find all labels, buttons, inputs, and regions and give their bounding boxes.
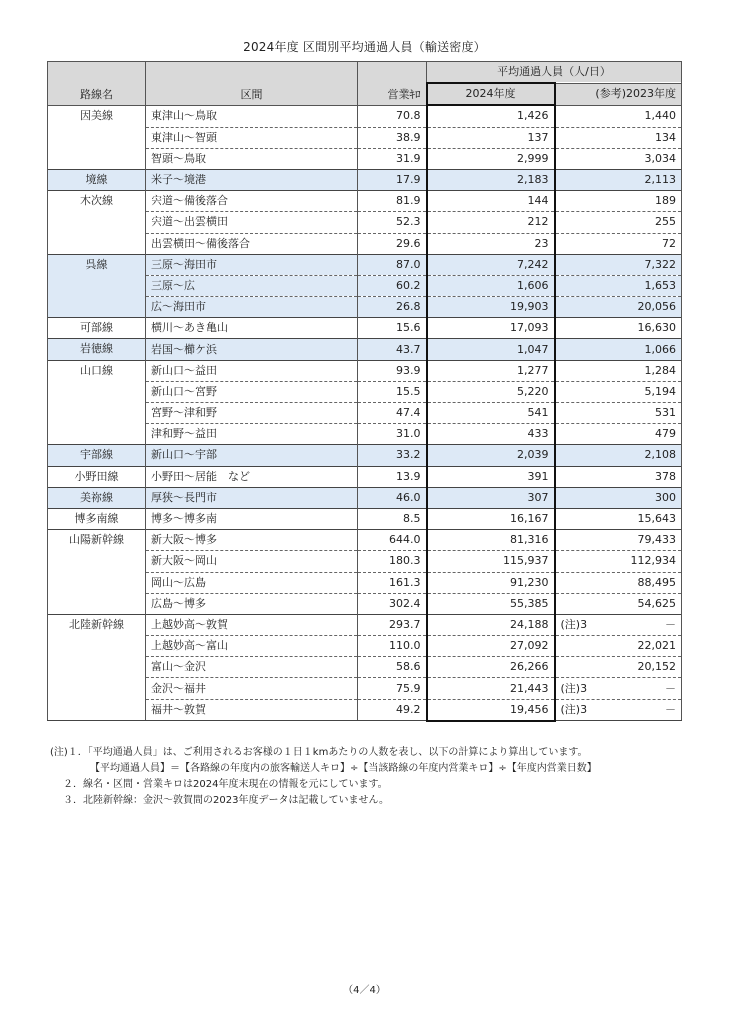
ridership-2023: [555, 212, 682, 233]
section-name: 出雲横田～備後落合: [146, 233, 358, 254]
ridership-2023: [555, 572, 682, 593]
ridership-2024: 1,606: [427, 275, 555, 296]
line-name: [48, 297, 146, 318]
section-name: 福井～敦賀: [146, 699, 358, 721]
section-name: 東津山～鳥取: [146, 105, 358, 127]
ridership-2024: 21,443: [427, 678, 555, 699]
section-name: 米子～境港: [146, 169, 358, 190]
ridership-2024: 433: [427, 424, 555, 445]
line-name: 木次線: [48, 191, 146, 212]
ridership-2023: [555, 297, 682, 318]
ridership-2023: [555, 339, 682, 360]
ridership-2023-value: 54,625: [637, 596, 676, 610]
note-reference: (注)3: [560, 681, 588, 695]
header-line: 路線名: [48, 62, 146, 106]
ridership-2023-value: 88,495: [637, 575, 676, 589]
section-name: 上越妙高～敦賀: [146, 614, 358, 635]
table-row: [48, 508, 682, 529]
ridership-2024: 115,937: [427, 551, 555, 572]
line-name: [48, 403, 146, 424]
operating-km: 81.9: [358, 191, 427, 212]
section-name: 上越妙高～富山: [146, 636, 358, 657]
ridership-2024: 55,385: [427, 593, 555, 614]
note-reference: (注)3: [560, 617, 588, 631]
operating-km: 17.9: [358, 169, 427, 190]
section-name: 宮野～津和野: [146, 403, 358, 424]
table-row: [48, 445, 682, 466]
ridership-2023: [555, 127, 682, 148]
line-name: [48, 699, 146, 721]
ridership-2024: 1,277: [427, 360, 555, 381]
ridership-2024: 391: [427, 466, 555, 487]
ridership-2023-value: 22,021: [637, 639, 676, 653]
table-row: [48, 593, 682, 614]
ridership-2024: 81,316: [427, 530, 555, 551]
section-name: 広～海田市: [146, 297, 358, 318]
operating-km: 161.3: [358, 572, 427, 593]
line-name: [48, 148, 146, 169]
ridership-2024: 7,242: [427, 254, 555, 275]
line-name: 可部線: [48, 318, 146, 339]
operating-km: 87.0: [358, 254, 427, 275]
table-row: [48, 403, 682, 424]
operating-km: 75.9: [358, 678, 427, 699]
operating-km: 31.0: [358, 424, 427, 445]
line-name: [48, 233, 146, 254]
ridership-2023: [555, 466, 682, 487]
ridership-2023: [555, 254, 682, 275]
table-row: [48, 614, 682, 635]
ridership-2023-value: 1,440: [644, 109, 676, 123]
operating-km: 52.3: [358, 212, 427, 233]
ridership-2023-value: 2,113: [644, 173, 676, 187]
table-row: [48, 424, 682, 445]
ridership-2023: [555, 636, 682, 657]
section-name: 東津山～智頭: [146, 127, 358, 148]
section-name: 小野田～居能 など: [146, 466, 358, 487]
header-average: 平均通過人員（人/日）: [427, 62, 682, 84]
section-name: 横川～あき亀山: [146, 318, 358, 339]
notes: [50, 745, 710, 809]
line-name: [48, 572, 146, 593]
note-1: (注)１．「平均通過人員」は、ご利用されるお客様の１日１kmあたりの人数を表し、以下の計算により算出しています。: [50, 747, 588, 758]
table-row: [48, 191, 682, 212]
operating-km: 58.6: [358, 657, 427, 678]
line-name: 山口線: [48, 360, 146, 381]
ridership-2024: 27,092: [427, 636, 555, 657]
ridership-2024: 1,047: [427, 339, 555, 360]
operating-km: 46.0: [358, 487, 427, 508]
section-name: 新山口～益田: [146, 360, 358, 381]
ridership-2024: 2,039: [427, 445, 555, 466]
ridership-2024: 1,426: [427, 105, 555, 127]
operating-km: 29.6: [358, 233, 427, 254]
line-name: 博多南線: [48, 508, 146, 529]
ridership-2023: [555, 360, 682, 381]
ridership-2024: 5,220: [427, 381, 555, 402]
section-name: 新大阪～岡山: [146, 551, 358, 572]
section-name: 富山～金沢: [146, 657, 358, 678]
ridership-2023-value: 189: [655, 194, 676, 208]
note-2: ２．線名・区間・営業キロは2024年度末現在の情報を元にしています。: [63, 779, 388, 790]
operating-km: 38.9: [358, 127, 427, 148]
ridership-2023-value: 72: [662, 236, 676, 250]
section-name: 広島～博多: [146, 593, 358, 614]
section-name: 博多～博多南: [146, 508, 358, 529]
operating-km: 644.0: [358, 530, 427, 551]
operating-km: 70.8: [358, 105, 427, 127]
ridership-2024: 17,093: [427, 318, 555, 339]
ridership-2024: 2,183: [427, 169, 555, 190]
table-row: [48, 339, 682, 360]
ridership-2023-value: 7,322: [644, 257, 676, 271]
ridership-2023-value: 79,433: [637, 533, 676, 547]
ridership-2024: 2,999: [427, 148, 555, 169]
ridership-table: [47, 61, 682, 722]
ridership-2023-value: 255: [655, 215, 676, 229]
section-name: 新大阪～博多: [146, 530, 358, 551]
ridership-2024: 541: [427, 403, 555, 424]
ridership-2023-value: 479: [655, 427, 676, 441]
operating-km: 110.0: [358, 636, 427, 657]
table-row: [48, 275, 682, 296]
table-row: [48, 530, 682, 551]
ridership-2023-value: －: [665, 617, 676, 631]
ridership-2023: [555, 508, 682, 529]
ridership-2023: [555, 105, 682, 127]
table-row: [48, 148, 682, 169]
operating-km: 49.2: [358, 699, 427, 721]
line-name: [48, 593, 146, 614]
line-name: 山陽新幹線: [48, 530, 146, 551]
ridership-2023: [555, 233, 682, 254]
table-row: [48, 360, 682, 381]
operating-km: 180.3: [358, 551, 427, 572]
section-name: 津和野～益田: [146, 424, 358, 445]
line-name: 小野田線: [48, 466, 146, 487]
table-row: [48, 318, 682, 339]
ridership-2023-value: 531: [655, 406, 676, 420]
section-name: 宍道～出雲横田: [146, 212, 358, 233]
line-name: [48, 636, 146, 657]
line-name: 美祢線: [48, 487, 146, 508]
ridership-2023: [555, 191, 682, 212]
ridership-2023: [555, 169, 682, 190]
ridership-2023: [555, 424, 682, 445]
line-name: 岩徳線: [48, 339, 146, 360]
table-row: [48, 699, 682, 721]
ridership-2023: [555, 148, 682, 169]
operating-km: 302.4: [358, 593, 427, 614]
note-reference: (注)3: [560, 702, 588, 716]
table-row: [48, 105, 682, 127]
section-name: 三原～広: [146, 275, 358, 296]
line-name: 宇部線: [48, 445, 146, 466]
operating-km: 293.7: [358, 614, 427, 635]
section-name: 新山口～宮野: [146, 381, 358, 402]
line-name: [48, 551, 146, 572]
ridership-2023-value: －: [665, 681, 676, 695]
ridership-2023: [555, 403, 682, 424]
section-name: 岡山～広島: [146, 572, 358, 593]
ridership-2023-value: 1,066: [644, 342, 676, 356]
ridership-2024: 137: [427, 127, 555, 148]
ridership-2023-value: 3,034: [644, 151, 676, 165]
ridership-2023-value: 5,194: [644, 384, 676, 398]
ridership-2023: [555, 530, 682, 551]
ridership-2023-value: 1,284: [644, 363, 676, 377]
table-row: [48, 636, 682, 657]
section-name: 三原～海田市: [146, 254, 358, 275]
table-row: [48, 487, 682, 508]
line-name: 境線: [48, 169, 146, 190]
table-row: [48, 551, 682, 572]
ridership-2023-value: 300: [655, 490, 676, 504]
ridership-2023: [555, 318, 682, 339]
ridership-2023-value: 378: [655, 469, 676, 483]
ridership-2023-value: －: [665, 702, 676, 716]
line-name: [48, 381, 146, 402]
ridership-2023: [555, 614, 682, 635]
table-row: [48, 127, 682, 148]
operating-km: 31.9: [358, 148, 427, 169]
ridership-2023: [555, 487, 682, 508]
ridership-2023: [555, 381, 682, 402]
section-name: 智頭～鳥取: [146, 148, 358, 169]
page-number: （4／4）: [343, 985, 386, 996]
table-row: [48, 212, 682, 233]
ridership-2023: [555, 593, 682, 614]
header-section: 区間: [146, 62, 358, 106]
section-name: 新山口～宇部: [146, 445, 358, 466]
table-row: [48, 466, 682, 487]
line-name: [48, 657, 146, 678]
ridership-2024: 19,456: [427, 699, 555, 721]
ridership-2023: [555, 275, 682, 296]
operating-km: 60.2: [358, 275, 427, 296]
ridership-2023-value: 2,108: [644, 448, 676, 462]
ridership-2024: 16,167: [427, 508, 555, 529]
ridership-2023: [555, 657, 682, 678]
ridership-2023-value: 1,653: [644, 278, 676, 292]
ridership-2023: [555, 678, 682, 699]
ridership-2023-value: 16,630: [637, 321, 676, 335]
header-2023: (参考)2023年度: [555, 83, 682, 105]
ridership-2024: 91,230: [427, 572, 555, 593]
table-row: [48, 657, 682, 678]
operating-km: 15.5: [358, 381, 427, 402]
ridership-2023: [555, 699, 682, 721]
line-name: [48, 127, 146, 148]
section-name: 厚狭～長門市: [146, 487, 358, 508]
ridership-2024: 23: [427, 233, 555, 254]
ridership-2024: 212: [427, 212, 555, 233]
ridership-2023-value: 112,934: [630, 554, 676, 568]
ridership-2023-value: 134: [655, 130, 676, 144]
ridership-2024: 19,903: [427, 297, 555, 318]
line-name: [48, 678, 146, 699]
ridership-2023: [555, 551, 682, 572]
ridership-2023-value: 20,152: [637, 660, 676, 674]
section-name: 金沢～福井: [146, 678, 358, 699]
table-row: [48, 572, 682, 593]
ridership-2023: [555, 445, 682, 466]
table-row: [48, 254, 682, 275]
table-row: [48, 169, 682, 190]
operating-km: 15.6: [358, 318, 427, 339]
section-name: 宍道～備後落合: [146, 191, 358, 212]
note-1-formula: 【平均通過人員】＝【各路線の年度内の旅客輸送人キロ】÷【当該路線の年度内営業キロ】÷【年度内営業日数】: [90, 763, 597, 774]
operating-km: 33.2: [358, 445, 427, 466]
operating-km: 26.8: [358, 297, 427, 318]
page-title: 2024年度 区間別平均通過人員（輸送密度）: [243, 40, 486, 54]
table-row: [48, 233, 682, 254]
ridership-2023-value: 15,643: [637, 512, 676, 526]
table-row: [48, 381, 682, 402]
header-2024: 2024年度: [427, 83, 555, 105]
operating-km: 8.5: [358, 508, 427, 529]
ridership-2024: 307: [427, 487, 555, 508]
operating-km: 13.9: [358, 466, 427, 487]
line-name: [48, 212, 146, 233]
header-km: 営業ｷﾛ: [358, 62, 427, 106]
line-name: 北陸新幹線: [48, 614, 146, 635]
ridership-2024: 26,266: [427, 657, 555, 678]
table-row: [48, 297, 682, 318]
line-name: 呉線: [48, 254, 146, 275]
note-3: ３．北陸新幹線：金沢～敦賀間の2023年度データは記載していません。: [63, 795, 390, 806]
table-row: [48, 678, 682, 699]
ridership-2023-value: 20,056: [637, 300, 676, 314]
line-name: 因美線: [48, 105, 146, 127]
operating-km: 93.9: [358, 360, 427, 381]
ridership-2024: 144: [427, 191, 555, 212]
section-name: 岩国～櫛ケ浜: [146, 339, 358, 360]
ridership-2024: 24,188: [427, 614, 555, 635]
operating-km: 47.4: [358, 403, 427, 424]
operating-km: 43.7: [358, 339, 427, 360]
line-name: [48, 275, 146, 296]
line-name: [48, 424, 146, 445]
